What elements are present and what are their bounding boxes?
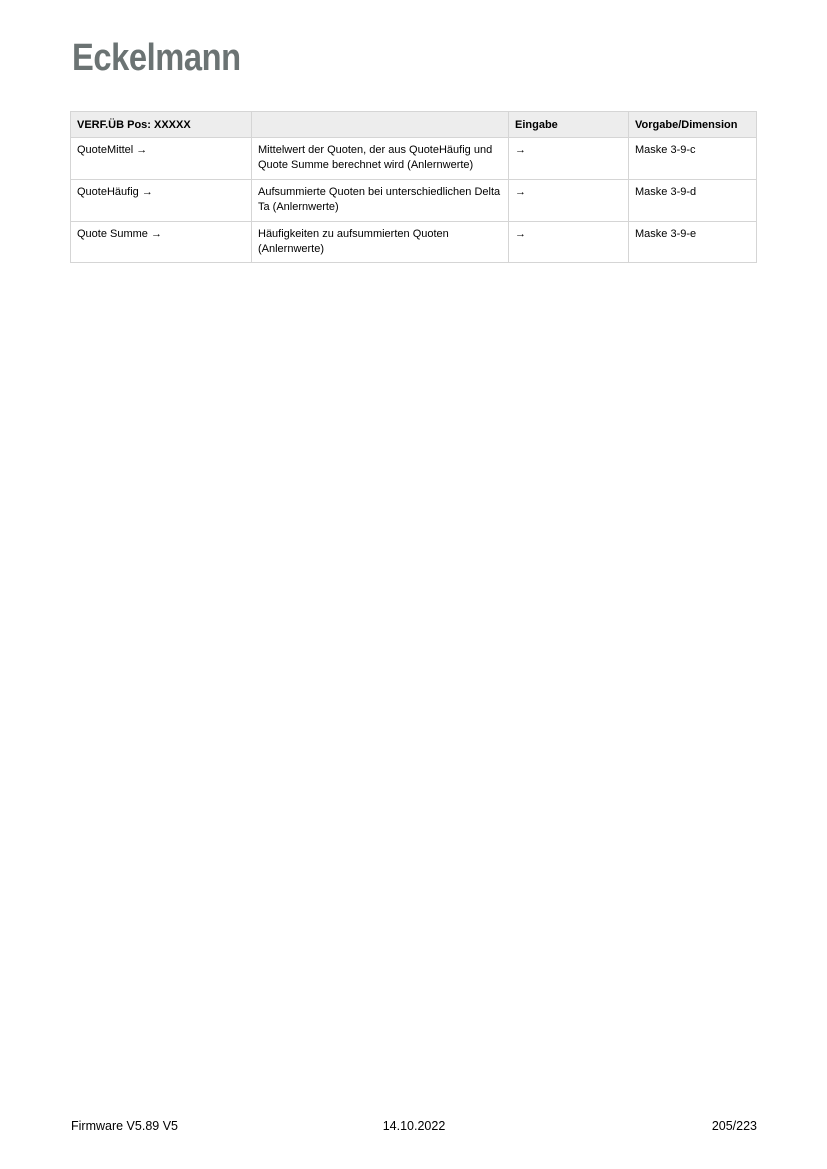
table-row: [71, 138, 757, 180]
param-description-cell: Aufsummierte Quoten bei unterschiedlichen Delta Ta (Anlernwerte): [252, 179, 509, 221]
param-name-cell: QuoteMittel →: [71, 138, 252, 180]
eingabe-arrow-cell: →: [509, 179, 629, 221]
table-row: [71, 221, 757, 263]
table-header-row: [71, 112, 757, 138]
param-name-cell: Quote Summe →: [71, 221, 252, 263]
param-name-cell: QuoteHäufig →: [71, 179, 252, 221]
maske-ref-cell: Maske 3-9-e: [629, 221, 757, 263]
company-logo: Eckelmann: [72, 37, 241, 79]
header-cell-description: [252, 112, 509, 138]
footer-firmware: Firmware V5.89 V5: [71, 1119, 178, 1133]
header-cell-pos: VERF.ÜB Pos: XXXXX: [71, 112, 252, 138]
footer-date: 14.10.2022: [382, 1119, 446, 1133]
parameter-table: [70, 111, 757, 263]
param-description-cell: Mittelwert der Quoten, der aus QuoteHäufig und Quote Summe berechnet wird (Anlernwerte): [252, 138, 509, 180]
eingabe-arrow-cell: →: [509, 221, 629, 263]
maske-ref-cell: Maske 3-9-c: [629, 138, 757, 180]
maske-ref-cell: Maske 3-9-d: [629, 179, 757, 221]
header-cell-eingabe: Eingabe: [509, 112, 629, 138]
eingabe-arrow-cell: →: [509, 138, 629, 180]
header-cell-vorgabe: Vorgabe/Dimension: [629, 112, 757, 138]
footer-page-number: 205/223: [711, 1119, 758, 1133]
page-footer: [71, 1119, 757, 1134]
table-row: [71, 179, 757, 221]
param-description-cell: Häufigkeiten zu aufsummierten Quoten (Anlernwerte): [252, 221, 509, 263]
